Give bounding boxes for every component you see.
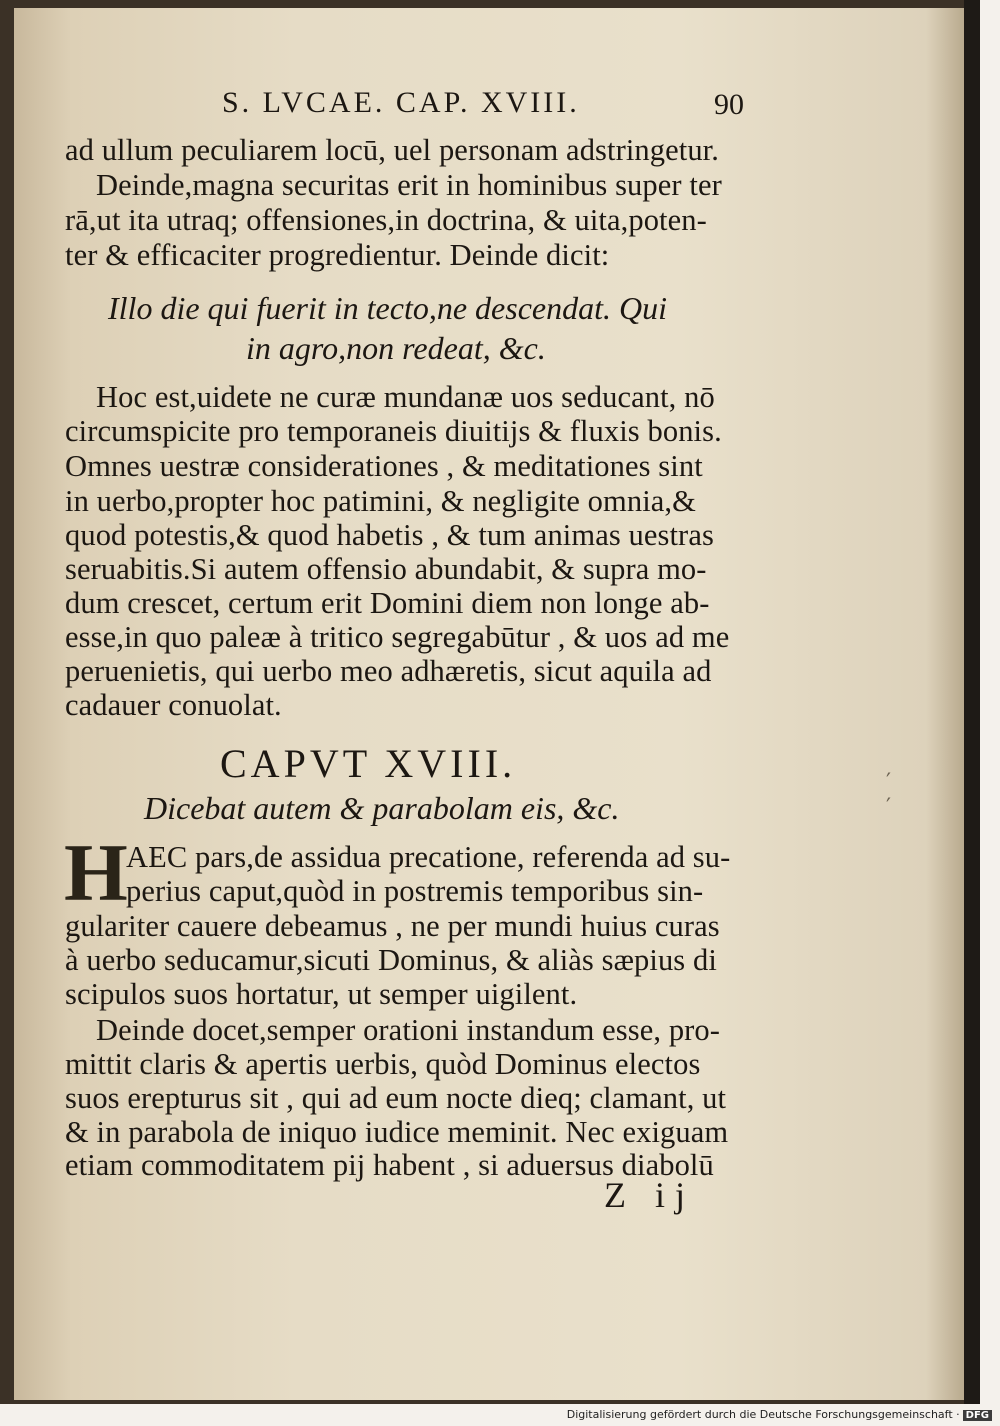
folio-number: 90: [714, 88, 744, 121]
text-line: quod potestis,& quod habetis , & tum animas uestras: [65, 518, 714, 552]
text-line: Hoc est,uidete ne curæ mundanæ uos seducant, nō: [96, 380, 715, 414]
quotation-line: Illo die qui fuerit in tecto,ne descendat. Qui: [108, 290, 667, 326]
running-title: S. LVCAE. CAP. XVIII.: [222, 86, 580, 119]
chapter-heading: CAPVT XVIII.: [220, 741, 517, 786]
margin-mark: ′: [886, 795, 891, 820]
footer-text: Digitalisierung gefördert durch die Deutsche Forschungsgemeinschaft ·: [566, 1408, 960, 1421]
margin-mark: ′: [886, 770, 891, 795]
digitization-footer: [567, 1408, 992, 1421]
text-line: mittit claris & apertis uerbis, quòd Dominus electos: [65, 1047, 701, 1081]
text-line: Deinde docet,semper orationi instandum esse, pro-: [96, 1013, 721, 1047]
text-line: Deinde,magna securitas erit in hominibus super ter: [96, 168, 722, 202]
text-line: etiam commoditatem pij habent , si aduersus diabolū: [65, 1148, 714, 1182]
text-line: à uerbo seducamur,sicuti Dominus, & aliàs sæpius di: [65, 943, 717, 977]
text-line: AEC pars,de assidua precatione, referenda ad su-: [126, 840, 731, 874]
dfg-logo: DFG: [963, 1410, 992, 1421]
text-line: gulariter cauere debeamus , ne per mundi huius curas: [65, 909, 720, 943]
text-line: Omnes uestræ considerationes , & meditationes sint: [65, 449, 703, 483]
text-line: perius caput,quòd in postremis temporibus sin-: [126, 874, 704, 908]
text-line: cadauer conuolat.: [65, 688, 282, 722]
text-line: ter & efficaciter progredientur. Deinde dicit:: [65, 238, 610, 272]
drop-capital: H: [64, 827, 128, 918]
text-line: rā,ut ita utraq; offensiones,in doctrina, & uita,poten-: [65, 203, 707, 237]
quotation-line: in agro,non redeat, &c.: [246, 330, 546, 366]
text-line: esse,in quo paleæ à tritico segregabūtur , & uos ad me: [65, 620, 730, 654]
text-line: scipulos suos hortatur, ut semper uigilent.: [65, 977, 578, 1011]
chapter-subheading: Dicebat autem & parabolam eis, &c.: [144, 790, 620, 826]
signature-mark: Z ij: [604, 1175, 695, 1215]
text-line: circumspicite pro temporaneis diuitijs & fluxis bonis.: [65, 414, 722, 448]
text-line: ad ullum peculiarem locū, uel personam adstringetur.: [65, 133, 719, 167]
text-line: dum crescet, certum erit Domini diem non longe ab-: [65, 586, 710, 620]
text-line: seruabitis.Si autem offensio abundabit, & supra mo-: [65, 552, 707, 586]
text-line: in uerbo,propter hoc patimini, & negligite omnia,&: [65, 484, 696, 518]
text-line: suos erepturus sit , qui ad eum nocte dieq; clamant, ut: [65, 1081, 727, 1115]
text-line: & in parabola de iniquo iudice meminit. Nec exiguam: [65, 1115, 729, 1149]
scan-edge: [964, 0, 980, 1404]
text-line: peruenietis, qui uerbo meo adhæretis, sicut aquila ad: [65, 654, 712, 688]
